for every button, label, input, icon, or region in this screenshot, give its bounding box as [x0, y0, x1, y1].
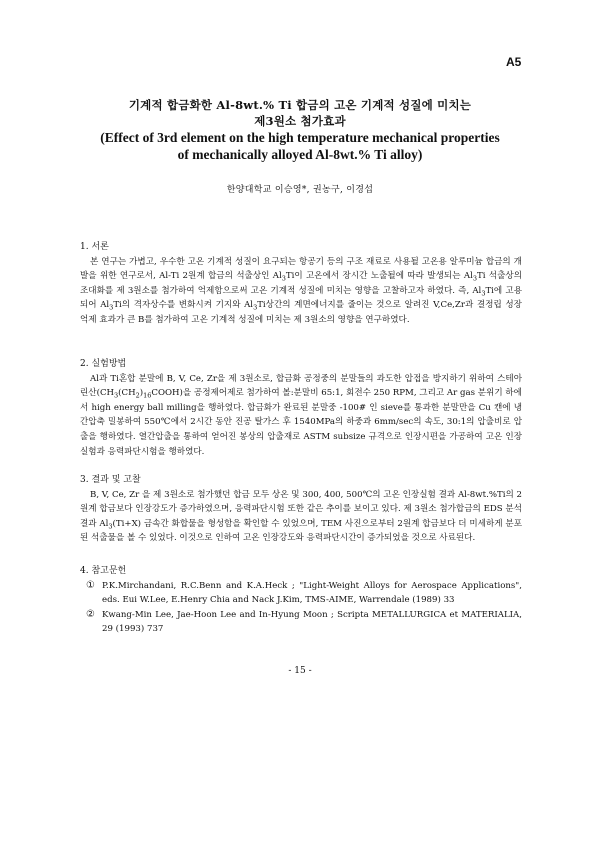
- section-introduction: [80, 240, 522, 328]
- section-body: B, V, Ce, Zr 을 제 3원소로 첨가했던 합금 모두 상온 및 300, 400, 500℃의 고온 인장실험 결과 Al-8wt.%Ti의 2원계 합금보다 인장강도가 증가하였으며, 응력파단시험 또한 같은 추이를 보이고 있다. 제 3원소 첨가합금의 EDS 분석결과 $Al_3(Ti+X)$ 금속간 화합물을 형성함을 확인할 수 있었으며, TEM 사진으로부터 2원계 합금보다 더 미세하게 분포된 석출물을 볼 수 있었다. 이것으로 인하여 고온 인장강도와 응력파단시간이 증가되었을 것으로 사료된다.: [80, 489, 522, 544]
- section-method: [80, 357, 522, 459]
- reference-number: ①: [86, 579, 95, 591]
- reference-number: ②: [86, 608, 95, 620]
- english-title-line1: (Effect of 3rd element on the high temperature mechanical properties: [100, 130, 500, 145]
- section-heading: 2. 실험방법: [80, 359, 127, 369]
- reference-item: [80, 579, 522, 608]
- section-heading: 3. 결과 및 고찰: [80, 475, 141, 485]
- section-results: [80, 473, 522, 546]
- page-tag: A5: [506, 55, 522, 69]
- section-body: Al과 Ti혼합 분말에 B, V, Ce, Zr을 제 3원소로, 합금화 공정중의 분말들의 과도한 압접을 방지하기 위하여 스테아린산$(CH_3(CH_2)_{16}COOH)$을 공정제어제로 첨가하여 볼:분말비 65:1, 회전수 250 RPM, 그리고 Ar gas 분위기 하에서 high energy ball milling을 행하였다. 합금화가 완료된 분말중 -100# 인 sieve를 통과한 분말만을 Cu 캔에 냉간압축 밀봉하여 550℃에서 2시간 동안 진공 탈가스 후 1540MPa의 하중과 6mm/sec의 속도, 30:1의 압출비로 압출을 행하였다. 열간압출을 통하여 얻어진 봉상의 압출재로 ASTM subsize 규격으로 인장시편을 가공하여 고온 인장실험과 응력파단시험을 행하였다.: [80, 373, 522, 457]
- reference-list: [80, 579, 522, 637]
- section-body: 본 연구는 가볍고, 우수한 고온 기계적 성질이 요구되는 항공기 등의 구조 재료로 사용될 고온용 알루미늄 합금의 개발을 위한 연구로서, Al-Ti 2원계 합금의 석출상인 $Al_3Ti$이 고온에서 장시간 노출될에 따라 발생되는 $Al_3Ti$ 석출상의 조대화를 제 3원소를 첨가하여 억제함으로써 고온 기계적 성질에 미치는 영향을 고찰하고자 하였다. 즉, $Al_3Ti$에 고용되어 $Al_3Ti$의 격자상수를 변화시켜 기지와 $Al_3Ti$상간의 계면에너지를 줄이는 것으로 알려진 V,Ce,Zr과 결정립 성장 억제 효과가 큰 B를 첨가하여 고온 기계적 성질에 미치는 제 3원소의 영향을 연구하였다.: [80, 256, 522, 325]
- authors: 한양대학교 이승영*, 권농구, 이경섭: [226, 185, 374, 195]
- korean-title-line1: 기계적 합금화한 Al-8wt.% Ti 합금의 고온 기계적 성질에 미치는: [128, 98, 472, 112]
- reference-text: P.K.Mirchandani, R.C.Benn and K.A.Heck ; "Light-Weight Alloys for Aerospace Applications", eds. Eui W.Lee, E.Henry Chia and Nack J.Kim, TMS-AIME, Warrendale (1989) 33: [102, 580, 522, 606]
- page-number: - 15 -: [288, 666, 312, 676]
- korean-title-line2: 제3원소 첨가효과: [254, 114, 346, 128]
- section-heading: 1. 서론: [80, 242, 109, 252]
- section-heading: 4. 참고문헌: [80, 566, 127, 576]
- section-references: [80, 564, 522, 637]
- reference-text: Kwang-Min Lee, Jae-Hoon Lee and In-Hyung Moon ; Scripta METALLURGICA et MATERIALIA, 29 (1993) 737: [102, 609, 522, 635]
- title-block: [40, 97, 560, 163]
- reference-item: [80, 608, 522, 637]
- english-title-line2: of mechanically alloyed Al-8wt.% Ti alloy): [177, 147, 423, 162]
